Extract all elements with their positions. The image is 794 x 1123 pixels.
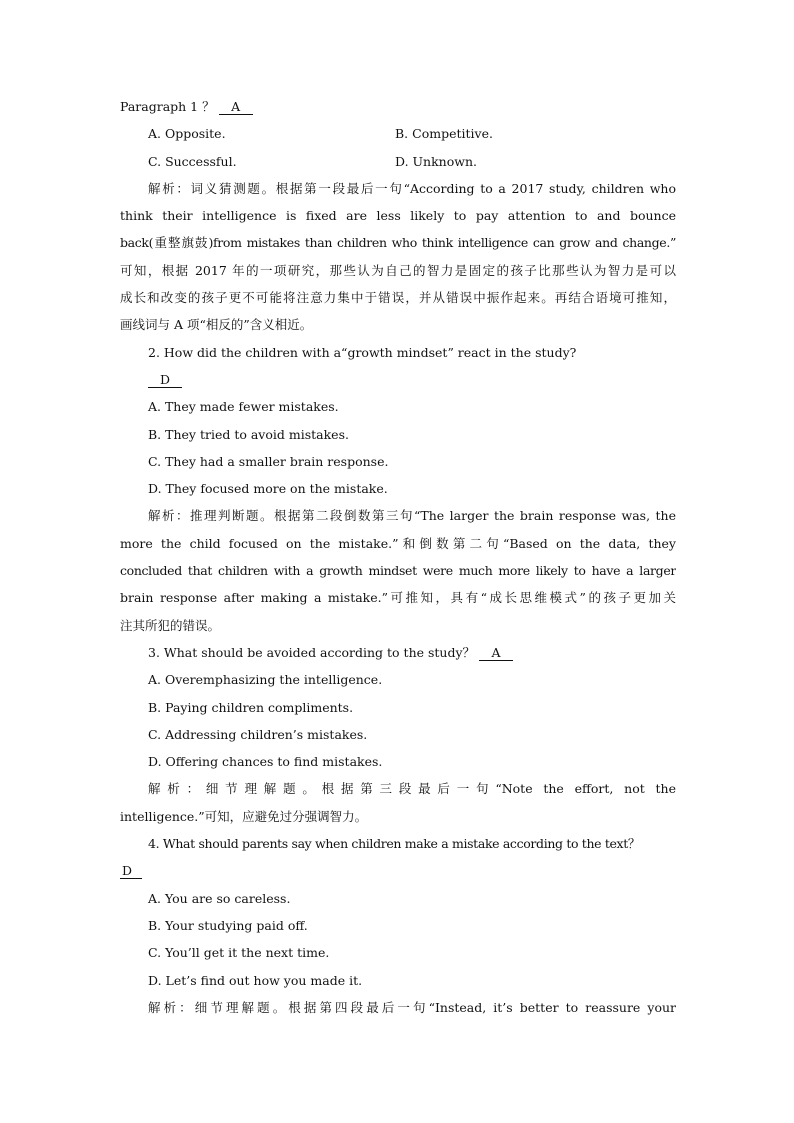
q2-analysis-line: concluded that children with a growth mindset were much more likely to have a larger: [120, 563, 676, 579]
q1-stem: [120, 93, 676, 120]
q4-option-d: D. Let’s find out how you made it.: [148, 972, 363, 988]
q1-option-c: C. Successful.: [148, 153, 237, 169]
q1-analysis-line: 可知，根据 2017 年的一项研究，那些认为自己的智力是固定的孩子比那些认为智力是可以: [120, 262, 676, 278]
q3-analysis-line: intelligence.”可知，应避免过分强调智力。: [120, 808, 368, 824]
q1-answer: A: [219, 100, 253, 115]
q1-options-row2: [120, 148, 676, 175]
q1-analysis-line: 成长和改变的孩子更不可能将注意力集中于错误，并从错误中振作起来。再结合语境可推知，: [120, 290, 676, 306]
q2-analysis-line: 注其所犯的错误。: [120, 617, 221, 633]
q2-option-a: A. They made fewer mistakes.: [148, 399, 339, 415]
q2-answer-line: [120, 366, 676, 393]
q4-analysis-line: 解析：细节理解题。根据第四段最后一句“Instead, it’s better to reassure your: [148, 999, 676, 1015]
q4-answer-line: [120, 857, 676, 884]
q4-answer: D: [120, 864, 142, 879]
q1-option-d: D. Unknown.: [395, 153, 477, 169]
q2-answer: D: [148, 373, 182, 388]
q2-option-c: C. They had a smaller brain response.: [148, 453, 389, 469]
document-page: [120, 93, 676, 1021]
q4-option-b: B. Your studying paid off.: [148, 917, 308, 933]
q3-option-d: D. Offering chances to find mistakes.: [148, 754, 383, 770]
q3-option-b: B. Paying children compliments.: [148, 699, 354, 715]
q4-stem: 4. What should parents say when children make a mistake according to the text？: [148, 836, 641, 852]
q1-options-row1: [120, 120, 676, 147]
q3-analysis-line: 解析：细节理解题。根据第三段最后一句“Note the effort, not the: [148, 781, 676, 797]
q4-option-c: C. You’ll get it the next time.: [148, 945, 330, 961]
q3-option-a: A. Overemphasizing the intelligence.: [148, 672, 383, 688]
q1-analysis-line: think their intelligence is fixed are less likely to pay attention to and bounce: [120, 208, 676, 224]
q2-analysis-line: brain response after making a mistake.”可推知，具有“成长思维模式”的孩子更加关: [120, 590, 676, 606]
q4-option-a: A. You are so careless.: [148, 890, 291, 906]
q2-option-b: B. They tried to avoid mistakes.: [148, 426, 349, 442]
q3-answer: A: [479, 646, 513, 661]
q1-stem-text: Paragraph 1 ？: [120, 99, 215, 114]
q1-option-a: A. Opposite.: [148, 126, 226, 142]
q3-option-c: C. Addressing children’s mistakes.: [148, 726, 368, 742]
q2-stem: 2. How did the children with a“growth mindset” react in the study?: [148, 344, 577, 360]
q2-analysis-line: 解析：推理判断题。根据第二段倒数第三句“The larger the brain response was, the: [148, 508, 676, 524]
q3-stem: [120, 639, 676, 666]
q1-analysis-line: 画线词与 A 项“相反的”含义相近。: [120, 317, 313, 333]
q1-option-b: B. Competitive.: [395, 126, 493, 142]
q2-option-d: D. They focused more on the mistake.: [148, 481, 388, 497]
q3-stem-text: 3. What should be avoided according to the study？: [148, 644, 476, 660]
q2-analysis-line: more the child focused on the mistake.”和倒数第二句“Based on the data, they: [120, 535, 676, 551]
q1-analysis-line: back(重整旗鼓)from mistakes than children who think intelligence can grow and change.”: [120, 235, 676, 251]
q1-analysis-line: 解析：词义猜测题。根据第一段最后一句“According to a 2017 study, children who: [148, 180, 676, 196]
